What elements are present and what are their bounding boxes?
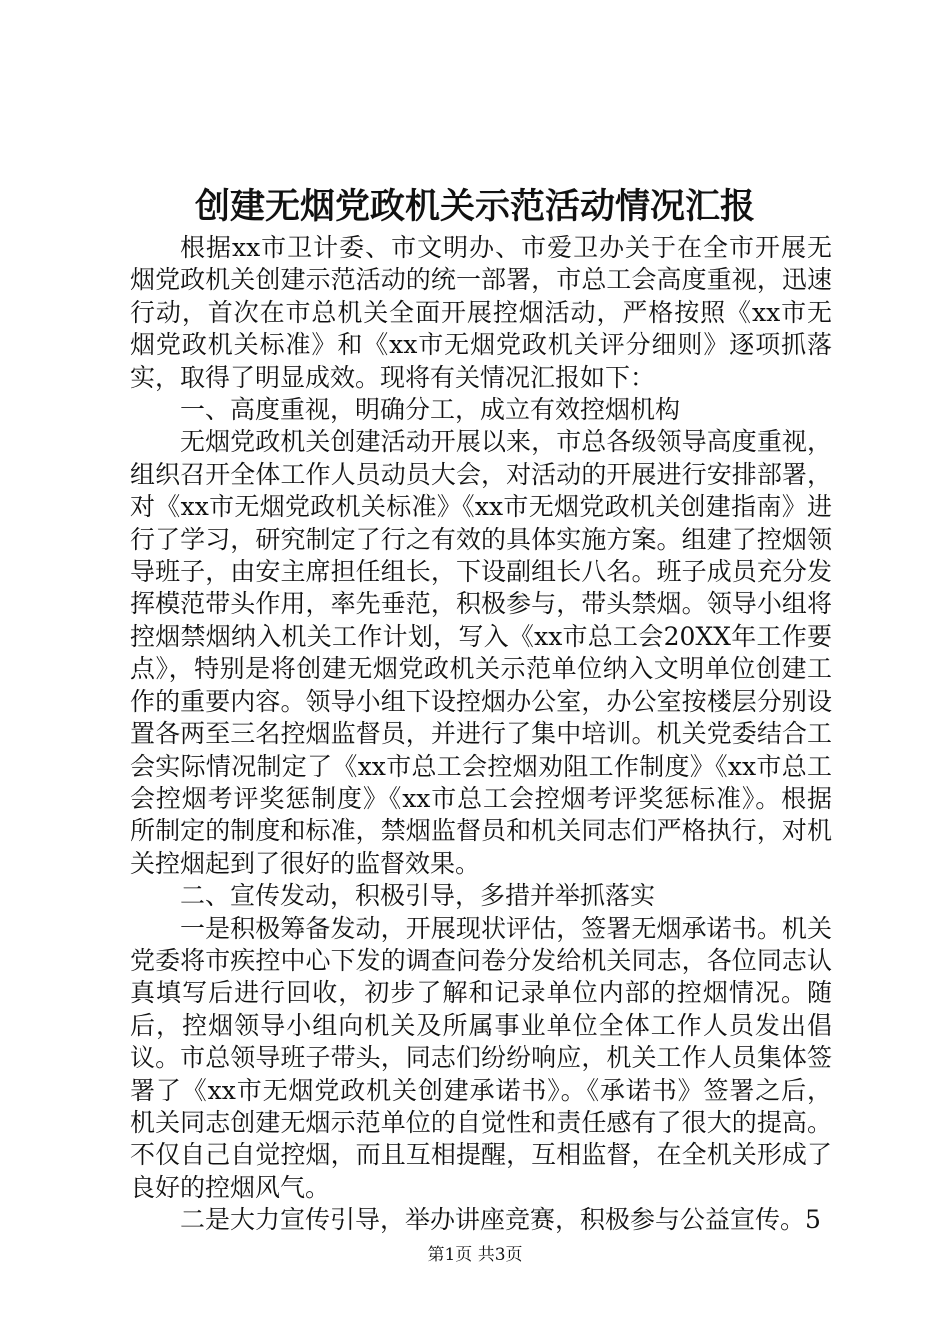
section-heading-1: 一、高度重视，明确分工，成立有效控烟机构 (180, 395, 681, 425)
document-title: 创建无烟党政机关示范活动情况汇报 (194, 186, 755, 227)
page-number-footer: 第1页 共3页 (427, 1245, 523, 1265)
paragraph-section-2-part-1: 一是积极筹备发动，开展现状评估，签署无烟承诺书。机关党委将市疾控中心下发的调查问卷分发给机关同志，各位同志认真填写后进行回收，初步了解和记录单位内部的控烟情况。随后，控烟领导小组向机关及所属事业单位全体工作人员发出倡议。市总领导班子带头，同志们纷纷响应，机关工作人员集体签署了《xx市无烟党政机关创建承诺书》。《承诺书》签署之后，机关同志创建无烟示范单位的自觉性和责任感有了很大的提高。不仅自己自觉控烟，而且互相提醒，互相监督，在全机关形成了良好的控烟风气。 (130, 913, 832, 1202)
paragraph-section-2-part-2: 二是大力宣传引导，举办讲座竞赛，积极参与公益宣传。5 (180, 1205, 821, 1235)
paragraph-section-1: 无烟党政机关创建活动开展以来，市总各级领导高度重视，组织召开全体工作人员动员大会，对活动的开展进行安排部署，对《xx市无烟党政机关标准》《xx市无烟党政机关创建指南》进行了学习，研究制定了行之有效的具体实施方案。组建了控烟领导班子，由安主席担任组长，下设副组长八名。班子成员充分发挥模范带头作用，率先垂范，积极参与，带头禁烟。领导小组将控烟禁烟纳入机关工作计划，写入《xx市总工会20XX年工作要点》，特别是将创建无烟党政机关示范单位纳入文明单位创建工作的重要内容。领导小组下设控烟办公室，办公室按楼层分别设置各两至三名控烟监督员，并进行了集中培训。机关党委结合工会实际情况制定了《xx市总工会控烟劝阻工作制度》《xx市总工会控烟考评奖惩制度》《xx市总工会控烟考评奖惩标准》。根据所制定的制度和标准，禁烟监督员和机关同志们严格执行，对机关控烟起到了很好的监督效果。 (130, 427, 832, 878)
document-body (130, 232, 832, 1237)
paragraph-intro: 根据xx市卫计委、市文明办、市爱卫办关于在全市开展无烟党政机关创建示范活动的统一部署，市总工会高度重视，迅速行动，首次在市总机关全面开展控烟活动，严格按照《xx市无烟党政机关标准》和《xx市无烟党政机关评分细则》逐项抓落实，取得了明显成效。现将有关情况汇报如下： (130, 233, 832, 392)
section-heading-2: 二、宣传发动，积极引导，多措并举抓落实 (180, 881, 656, 911)
